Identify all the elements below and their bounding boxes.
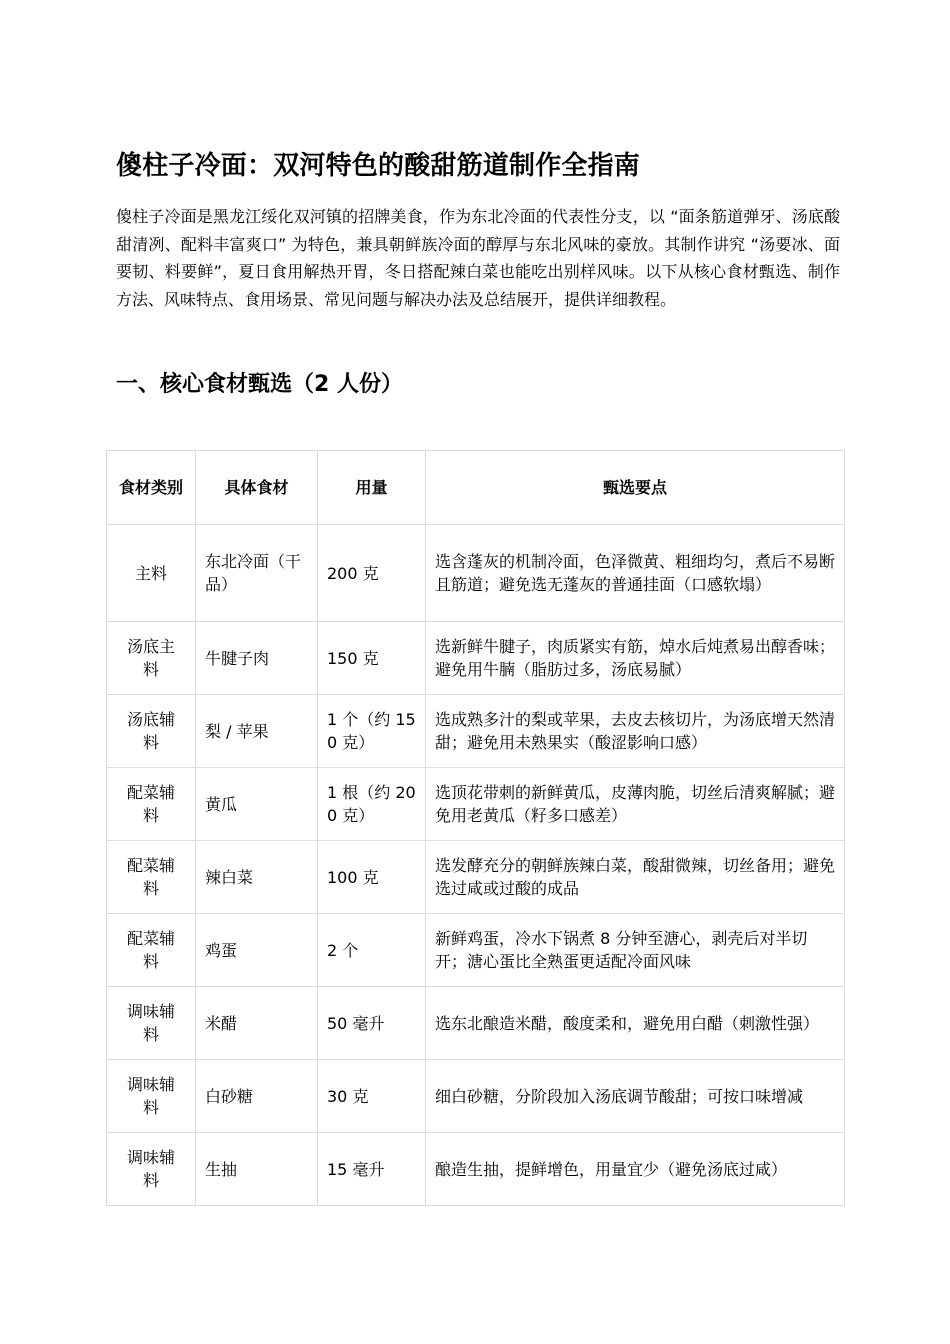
header-quantity: 用量 [318, 451, 426, 525]
cell-category: 配菜辅料 [107, 841, 196, 914]
table-row [107, 1060, 845, 1133]
cell-tips: 选含蓬灰的机制冷面，色泽微黄、粗细均匀，煮后不易断且筋道；避免选无蓬灰的普通挂面（口感软塌） [426, 525, 845, 622]
cell-tips: 选东北酿造米醋，酸度柔和，避免用白醋（刺激性强） [426, 987, 845, 1060]
cell-category: 调味辅料 [107, 987, 196, 1060]
cell-category: 汤底主料 [107, 622, 196, 695]
cell-quantity: 100 克 [318, 841, 426, 914]
header-tips: 甄选要点 [426, 451, 845, 525]
table-row [107, 622, 845, 695]
cell-tips: 选成熟多汁的梨或苹果，去皮去核切片，为汤底增天然清甜；避免用未熟果实（酸涩影响口感） [426, 695, 845, 768]
table-row [107, 987, 845, 1060]
cell-quantity: 1 个（约 150 克） [318, 695, 426, 768]
table-row [107, 914, 845, 987]
cell-tips: 选新鲜牛腱子，肉质紧实有筋，焯水后炖煮易出醇香味；避免用牛腩（脂肪过多，汤底易腻） [426, 622, 845, 695]
cell-quantity: 1 根（约 200 克） [318, 768, 426, 841]
table-row [107, 841, 845, 914]
cell-category: 配菜辅料 [107, 768, 196, 841]
intro-paragraph: 傻柱子冷面是黑龙江绥化双河镇的招牌美食，作为东北冷面的代表性分支，以 “面条筋道弹牙、汤底酸甜清冽、配料丰富爽口” 为特色，兼具朝鲜族冷面的醇厚与东北风味的豪放。其制作讲究 “汤要冰、面要韧、料要鲜”，夏日食用解热开胃，冬日搭配辣白菜也能吃出别样风味。以下从核心食材甄选、制作方法、风味特点、食用场景、常见问题与解决办法及总结展开，提供详细教程。 [116, 207, 840, 309]
cell-category: 调味辅料 [107, 1133, 196, 1206]
table-row [107, 695, 845, 768]
cell-item: 鸡蛋 [196, 914, 318, 987]
cell-tips: 选发酵充分的朝鲜族辣白菜，酸甜微辣，切丝备用；避免选过咸或过酸的成品 [426, 841, 845, 914]
cell-item: 东北冷面（干品） [196, 525, 318, 622]
header-item: 具体食材 [196, 451, 318, 525]
cell-item: 黄瓜 [196, 768, 318, 841]
cell-item: 白砂糖 [196, 1060, 318, 1133]
cell-tips: 细白砂糖，分阶段加入汤底调节酸甜；可按口味增减 [426, 1060, 845, 1133]
table-row [107, 525, 845, 622]
section-heading-ingredients: 一、核心食材甄选（2 人份） [116, 372, 403, 397]
cell-quantity: 2 个 [318, 914, 426, 987]
header-category: 食材类别 [107, 451, 196, 525]
cell-category: 调味辅料 [107, 1060, 196, 1133]
cell-item: 牛腱子肉 [196, 622, 318, 695]
ingredients-table [106, 450, 845, 1206]
cell-item: 辣白菜 [196, 841, 318, 914]
cell-item: 梨 / 苹果 [196, 695, 318, 768]
cell-tips: 选顶花带刺的新鲜黄瓜，皮薄肉脆，切丝后清爽解腻；避免用老黄瓜（籽多口感差） [426, 768, 845, 841]
table-row [107, 768, 845, 841]
cell-item: 米醋 [196, 987, 318, 1060]
cell-category: 汤底辅料 [107, 695, 196, 768]
document-title: 傻柱子冷面：双河特色的酸甜筋道制作全指南 [116, 151, 641, 181]
ingredients-table-container [106, 450, 844, 1206]
cell-tips: 新鲜鸡蛋，冷水下锅煮 8 分钟至溏心，剥壳后对半切开；溏心蛋比全熟蛋更适配冷面风味 [426, 914, 845, 987]
cell-category: 主料 [107, 525, 196, 622]
cell-item: 生抽 [196, 1133, 318, 1206]
table-header-row [107, 451, 845, 525]
cell-quantity: 200 克 [318, 525, 426, 622]
table-row [107, 1133, 845, 1206]
cell-quantity: 30 克 [318, 1060, 426, 1133]
cell-tips: 酿造生抽，提鲜增色，用量宜少（避免汤底过咸） [426, 1133, 845, 1206]
cell-quantity: 15 毫升 [318, 1133, 426, 1206]
cell-quantity: 150 克 [318, 622, 426, 695]
cell-quantity: 50 毫升 [318, 987, 426, 1060]
cell-category: 配菜辅料 [107, 914, 196, 987]
